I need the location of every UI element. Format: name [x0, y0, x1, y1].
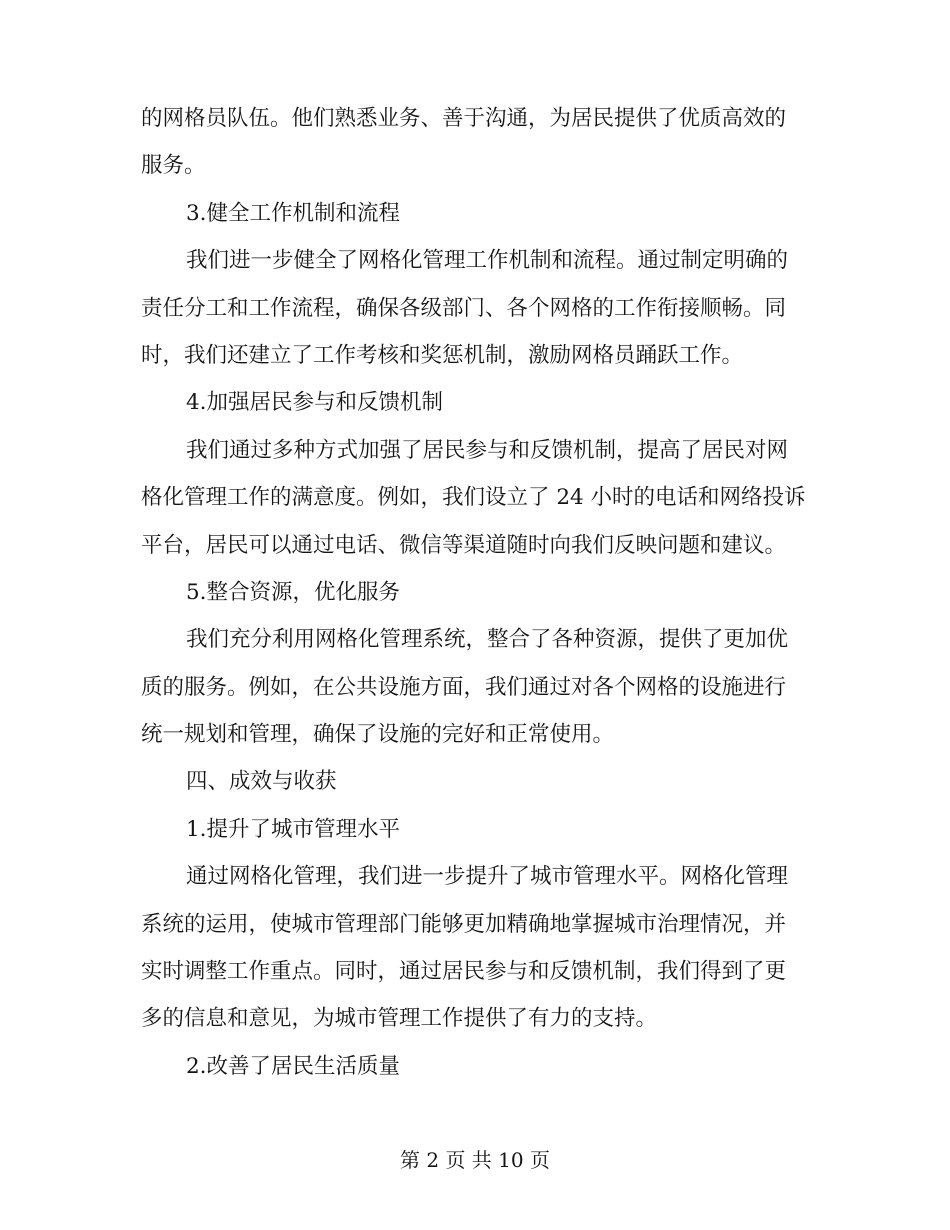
paragraph-line: 质的服务。例如，在公共设施方面，我们通过对各个网格的设施进行 [141, 674, 787, 700]
section-heading: 3.健全工作机制和流程 [186, 200, 401, 226]
section-heading: 1.提升了城市管理水平 [186, 816, 401, 842]
paragraph-line: 通过网格化管理，我们进一步提升了城市管理水平。网格化管理 [186, 864, 789, 890]
paragraph-line: 时，我们还建立了工作考核和奖惩机制，激励网格员踊跃工作。 [141, 342, 744, 368]
page-footer: 第 2 页 共 10 页 [400, 1148, 550, 1172]
paragraph-line: 系统的运用，使城市管理部门能够更加精确地掌握城市治理情况，并 [141, 911, 787, 937]
chapter-heading: 四、成效与收获 [186, 769, 337, 795]
section-heading: 4.加强居民参与和反馈机制 [186, 390, 444, 416]
paragraph-line: 多的信息和意见，为城市管理工作提供了有力的支持。 [141, 1006, 658, 1032]
paragraph-line: 我们通过多种方式加强了居民参与和反馈机制，提高了居民对网 [186, 437, 789, 463]
document-body [141, 95, 809, 1090]
paragraph-line: 服务。 [141, 153, 206, 179]
paragraph-line: 实时调整工作重点。同时，通过居民参与和反馈机制，我们得到了更 [141, 959, 787, 985]
paragraph-line: 的网格员队伍。他们熟悉业务、善于沟通，为居民提供了优质高效的 [141, 106, 787, 131]
paragraph-line: 格化管理工作的满意度。例如，我们设立了 24 小时的电话和网络投诉 [141, 485, 806, 511]
paragraph-line: 统一规划和管理，确保了设施的完好和正常使用。 [141, 722, 615, 748]
section-heading: 5.整合资源，优化服务 [186, 579, 401, 605]
paragraph-line: 平台，居民可以通过电话、微信等渠道随时向我们反映问题和建议。 [141, 532, 787, 558]
paragraph-line: 责任分工和工作流程，确保各级部门、各个网格的工作衔接顺畅。同 [141, 295, 787, 321]
paragraph-line: 我们进一步健全了网格化管理工作机制和流程。通过制定明确的 [186, 248, 789, 274]
section-heading: 2.改善了居民生活质量 [186, 1053, 401, 1079]
paragraph-line: 我们充分利用网格化管理系统，整合了各种资源，提供了更加优 [186, 627, 789, 653]
